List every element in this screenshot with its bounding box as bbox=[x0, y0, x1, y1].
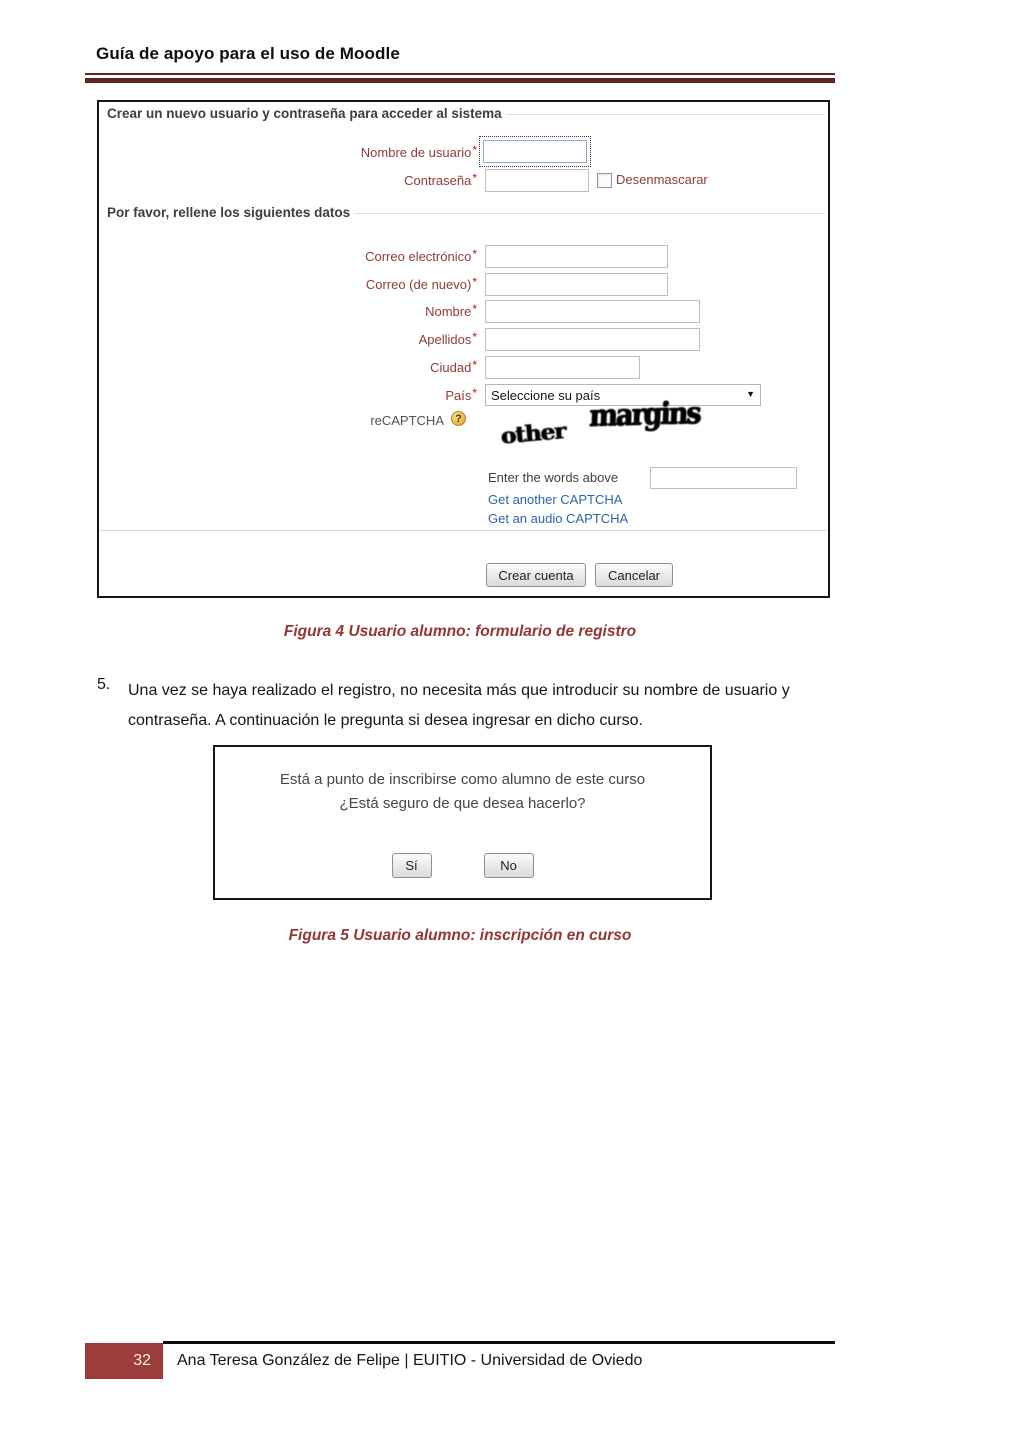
captcha-image bbox=[494, 397, 824, 462]
username-input[interactable] bbox=[483, 140, 587, 163]
get-another-captcha-link[interactable]: Get another CAPTCHA bbox=[488, 492, 623, 507]
form-divider bbox=[100, 530, 827, 531]
email-again-input[interactable] bbox=[485, 273, 668, 296]
country-select-value: Seleccione su país bbox=[491, 388, 601, 403]
page-number-badge: 32 bbox=[85, 1343, 163, 1379]
unmask-checkbox[interactable] bbox=[597, 173, 612, 188]
required-asterisk: * bbox=[472, 302, 477, 316]
email-again-label-text: Correo (de nuevo) bbox=[365, 277, 472, 292]
dialog-message-line1: Está a punto de inscribirse como alumno de este curso bbox=[279, 771, 646, 788]
password-label bbox=[119, 173, 477, 188]
city-input[interactable] bbox=[485, 356, 640, 379]
lastname-label-text: Apellidos bbox=[418, 332, 472, 347]
registration-form-screenshot bbox=[97, 100, 830, 598]
list-item-text: Una vez se haya realizado el registro, no necesita más que introducir su nombre de usuario y contraseña. A continuación le pregunta si desea ingresar en dicho curso. bbox=[128, 682, 790, 729]
username-focus-ring bbox=[479, 136, 591, 167]
recaptcha-label-text: reCAPTCHA bbox=[370, 413, 444, 428]
password-input[interactable] bbox=[485, 169, 589, 192]
figure4-caption: Figura 4 Usuario alumno: formulario de registro bbox=[283, 623, 637, 640]
cancel-button[interactable]: Cancelar bbox=[595, 563, 673, 587]
captcha-word-margins: margins bbox=[588, 395, 700, 434]
firstname-label-text: Nombre bbox=[425, 304, 472, 319]
lastname-label bbox=[119, 332, 477, 347]
header-rule-thin bbox=[85, 73, 835, 75]
create-account-button[interactable]: Crear cuenta bbox=[486, 563, 586, 587]
captcha-input[interactable] bbox=[650, 467, 797, 489]
firstname-input[interactable] bbox=[485, 300, 700, 323]
enrol-confirm-dialog-screenshot bbox=[213, 745, 712, 900]
page-title: Guía de apoyo para el uso de Moodle bbox=[96, 44, 400, 63]
email-input[interactable] bbox=[485, 245, 668, 268]
no-button[interactable]: No bbox=[484, 853, 534, 878]
dialog-button-row bbox=[215, 853, 710, 878]
footer-rule bbox=[163, 1341, 835, 1344]
email-again-label bbox=[119, 277, 477, 292]
unmask-checkbox-label: Desenmascarar bbox=[616, 172, 708, 187]
captcha-prompt: Enter the words above bbox=[488, 470, 619, 485]
required-asterisk: * bbox=[472, 171, 477, 185]
figure5-caption: Figura 5 Usuario alumno: inscripción en curso bbox=[288, 927, 632, 944]
required-asterisk: * bbox=[472, 275, 477, 289]
get-audio-captcha-link[interactable]: Get an audio CAPTCHA bbox=[488, 511, 629, 526]
password-label-text: Contraseña bbox=[404, 173, 472, 188]
footer-text: Ana Teresa González de Felipe | EUITIO - Universidad de Oviedo bbox=[177, 1352, 643, 1369]
required-asterisk: * bbox=[472, 247, 477, 261]
email-label bbox=[119, 249, 477, 264]
city-label-text: Ciudad bbox=[430, 360, 472, 375]
form-legend-data: Por favor, rellene los siguientes datos bbox=[103, 205, 354, 220]
dialog-message-line2: ¿Está seguro de que desea hacerlo? bbox=[339, 795, 586, 812]
required-asterisk: * bbox=[472, 358, 477, 372]
list-item-number: 5. bbox=[97, 676, 111, 693]
lastname-input[interactable] bbox=[485, 328, 700, 351]
captcha-word-other: other bbox=[499, 418, 566, 450]
chevron-down-icon: ▼ bbox=[746, 389, 755, 399]
yes-button[interactable]: Sí bbox=[392, 853, 432, 878]
recaptcha-label bbox=[119, 413, 444, 428]
email-label-text: Correo electrónico bbox=[365, 249, 472, 264]
required-asterisk: * bbox=[472, 330, 477, 344]
username-label-text: Nombre de usuario bbox=[360, 145, 472, 160]
username-label bbox=[119, 145, 477, 160]
city-label bbox=[119, 360, 477, 375]
form-legend-account: Crear un nuevo usuario y contraseña para acceder al sistema bbox=[103, 106, 506, 121]
header-rule-thick bbox=[85, 78, 835, 83]
country-label bbox=[119, 388, 477, 403]
help-icon[interactable]: ? bbox=[451, 411, 466, 426]
country-label-text: País bbox=[445, 388, 472, 403]
required-asterisk: * bbox=[472, 143, 477, 157]
firstname-label bbox=[119, 304, 477, 319]
required-asterisk: * bbox=[472, 386, 477, 400]
